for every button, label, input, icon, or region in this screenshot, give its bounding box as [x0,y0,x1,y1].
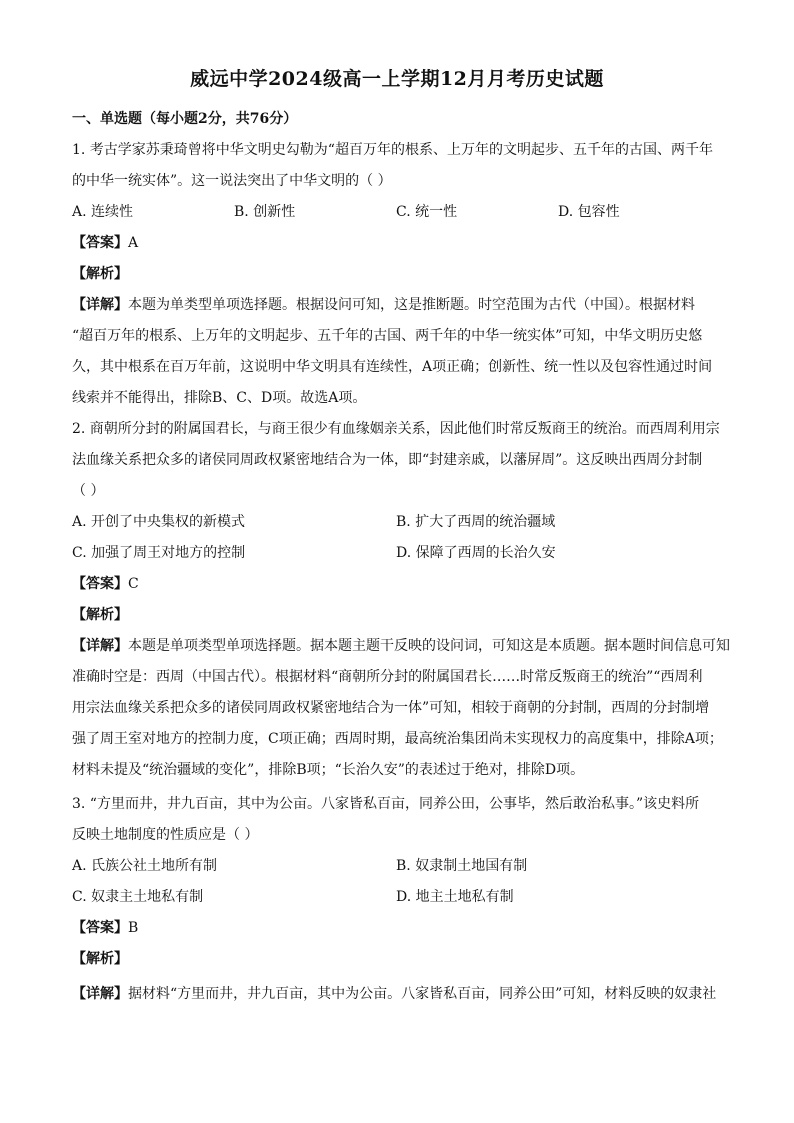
q1-stem-line-1: 1. 考古学家苏秉琦曾将中华文明史勾勒为“超百万年的根系、上万年的文明起步、五千年的古国、两千年 [72,142,713,158]
q2-option-d: D. 保障了西周的长治久安 [396,545,556,561]
q2-answer [72,575,732,593]
q2-detail-line-4: 强了周王室对地方的控制力度，C项正确；西周时期，最高统治集团尚未实现权力的高度集中，排除A项； [72,731,723,747]
q1-answer [72,234,732,252]
detail-text: 本题为单类型单项选择题。根据设问可知，这是推断题。时空范围为古代（中国）。根据材料 [128,297,695,313]
q3-option-b: B. 奴隶制土地国有制 [396,858,528,874]
q2-detail-line-1 [72,637,732,655]
q1-option-b: B. 创新性 [234,204,296,220]
q2-stem-line-3: （ ） [72,483,105,499]
detail-tag: 【详解】 [72,986,128,1002]
q1-option-d: D. 包容性 [558,204,620,220]
answer-tag: 【答案】 [72,920,128,936]
answer-value: A [128,235,139,251]
q3-stem-line-2: 反映土地制度的性质应是（ ） [72,827,259,843]
detail-tag: 【详解】 [72,297,128,313]
q3-option-d: D. 地主土地私有制 [396,889,514,905]
q1-detail-line-4: 线索并不能得出，排除B、C、D项。故选A项。 [72,390,367,406]
q2-option-c: C. 加强了周王对地方的控制 [72,545,246,561]
q2-detail-line-2: 准确时空是：西周（中国古代）。根据材料“商朝所分封的附属国君长……时常反叛商王的统治”“西周利 [72,669,703,685]
answer-tag: 【答案】 [72,235,128,251]
answer-tag: 【答案】 [72,576,128,592]
page-title: 威远中学2024级高一上学期12月月考历史试题 [190,68,604,90]
q3-stem-line-1: 3. “方里而井，井九百亩，其中为公亩。八家皆私百亩，同养公田，公事毕，然后敢治私事。”该史料所 [72,796,700,812]
q1-detail-line-2: “超百万年的根系、上万年的文明起步、五千年的古国、两千年的中华一统实体”可知，中华文明历史悠 [72,328,703,344]
q3-option-c: C. 奴隶主土地私有制 [72,889,204,905]
q3-answer [72,919,732,937]
q1-option-a: A. 连续性 [72,204,134,220]
detail-tag: 【详解】 [72,638,128,654]
section-heading: 一、单选题（每小题2分，共76分） [72,111,298,127]
q3-option-a: A. 氏族公社土地所有制 [72,858,218,874]
answer-value: C [128,576,139,592]
q2-option-b: B. 扩大了西周的统治疆域 [396,514,556,530]
q3-detail-line-1 [72,985,732,1003]
q2-stem-line-2: 法血缘关系把众多的诸侯同周政权紧密地结合为一体，即“封建亲戚，以藩屏周”。这反映出西周分封制 [72,452,703,468]
q1-analysis-tag: 【解析】 [72,266,128,282]
q1-detail-line-3: 久，其中根系在百万年前，这说明中华文明具有连续性，A项正确；创新性、统一性以及包容性通过时间 [72,359,713,375]
q2-option-a: A. 开创了中央集权的新模式 [72,514,246,530]
q1-option-c: C. 统一性 [396,204,458,220]
q2-analysis-tag: 【解析】 [72,607,128,623]
q2-stem-line-1: 2. 商朝所分封的附属国君长，与商王很少有血缘姻亲关系，因此他们时常反叛商王的统治。而西周利用宗 [72,421,720,437]
q3-analysis-tag: 【解析】 [72,951,128,967]
q1-stem-line-2: 的中华一统实体”。这一说法突出了中华文明的（ ） [72,173,392,189]
detail-text: 本题是单项类型单项选择题。据本题主题干反映的设问词，可知这是本质题。据本题时间信息可知 [128,638,730,654]
q1-detail-line-1 [72,296,732,314]
answer-value: B [128,920,139,936]
q2-detail-line-5: 材料未提及“统治疆域的变化”，排除B项；“长治久安”的表述过于绝对，排除D项。 [72,762,585,778]
detail-text: 据材料“方里而井，井九百亩，其中为公亩。八家皆私百亩，同养公田”可知，材料反映的奴隶社 [128,986,717,1002]
q2-detail-line-3: 用宗法血缘关系把众多的诸侯同周政权紧密地结合为一体”可知，相较于商朝的分封制，西周的分封制增 [72,700,710,716]
